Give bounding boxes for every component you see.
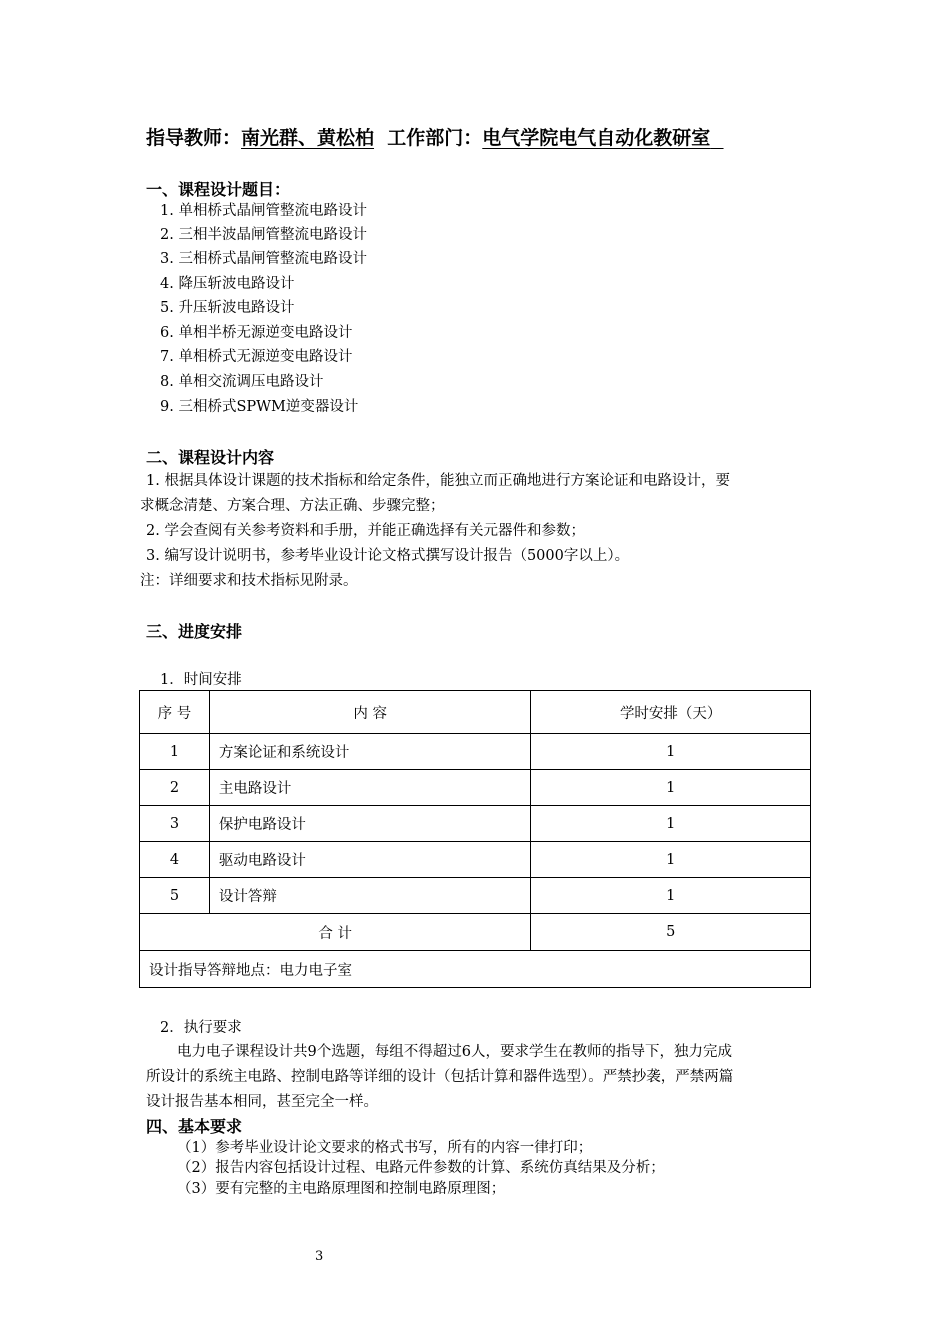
table-row (140, 734, 811, 770)
row-seq: 1 (140, 734, 210, 770)
content-note: 注：详细要求和技术指标见附录。 (140, 573, 358, 589)
row-content: 保护电路设计 (209, 806, 530, 842)
content-item-1-line2: 求概念清楚、方案合理、方法正确、步骤完整； (140, 498, 445, 514)
topic-item: 3. 三相桥式晶闸管整流电路设计 (160, 251, 367, 267)
requirement-item: （1）参考毕业设计论文要求的格式书写，所有的内容一律打印； (177, 1140, 593, 1156)
row-content: 主电路设计 (209, 770, 530, 806)
content-item-3: 3. 编写设计说明书，参考毕业设计论文格式撰写设计报告（5000字以上）。 (146, 548, 630, 564)
table-row (140, 806, 811, 842)
topic-item: 2. 三相半波晶闸管整流电路设计 (160, 227, 367, 243)
header-seq: 序 号 (140, 691, 210, 734)
topic-item: 7. 单相桥式无源逆变电路设计 (160, 349, 353, 365)
topic-item: 8. 单相交流调压电路设计 (160, 374, 324, 390)
section4-title: 四、基本要求 (146, 1117, 243, 1136)
topic-item: 5. 升压斩波电路设计 (160, 300, 295, 316)
header-content: 内 容 (209, 691, 530, 734)
table-location-row (140, 951, 811, 988)
defense-location: 设计指导答辩地点：电力电子室 (140, 951, 811, 988)
requirement-item: （2）报告内容包括设计过程、电路元件参数的计算、系统仿真结果及分析； (177, 1160, 665, 1176)
row-seq: 4 (140, 842, 210, 878)
row-seq: 5 (140, 878, 210, 914)
total-value: 5 (531, 914, 811, 951)
row-content: 设计答辩 (209, 878, 530, 914)
table-row (140, 770, 811, 806)
section1-title: 一、课程设计题目： (146, 180, 291, 199)
row-days: 1 (531, 806, 811, 842)
page-number: 3 (315, 1249, 324, 1264)
topic-item: 6. 单相半桥无源逆变电路设计 (160, 325, 353, 341)
topic-item: 4. 降压斩波电路设计 (160, 276, 295, 292)
section3-title: 三、进度安排 (146, 622, 243, 641)
execution-line-2: 所设计的系统主电路、控制电路等详细的设计（包括计算和器件选型）。严禁抄袭，严禁两篇 (146, 1069, 734, 1085)
table-total-row (140, 914, 811, 951)
row-seq: 2 (140, 770, 210, 806)
topic-item: 1. 单相桥式晶闸管整流电路设计 (160, 203, 367, 219)
time-schedule-subtitle: 1．时间安排 (160, 672, 242, 688)
content-item-1-line1: 1. 根据具体设计课题的技术指标和给定条件，能独立而正确地进行方案论证和电路设计，要 (146, 473, 730, 489)
department-name: 电气学院电气自动化教研室 (482, 127, 711, 149)
table-row (140, 842, 811, 878)
topic-item: 9. 三相桥式SPWM逆变器设计 (160, 399, 359, 415)
header-line (146, 123, 724, 150)
row-days: 1 (531, 734, 811, 770)
requirement-item: （3）要有完整的主电路原理图和控制电路原理图； (177, 1181, 506, 1197)
department-label: 工作部门： (387, 127, 483, 149)
row-content: 方案论证和系统设计 (209, 734, 530, 770)
row-seq: 3 (140, 806, 210, 842)
execution-line-1: 电力电子课程设计共9个选题，每组不得超过6人，要求学生在教师的指导下，独力完成 (177, 1044, 732, 1060)
execution-line-3: 设计报告基本相同，甚至完全一样。 (146, 1094, 378, 1110)
total-label: 合 计 (140, 914, 531, 951)
table-header-row (140, 691, 811, 734)
row-days: 1 (531, 878, 811, 914)
header-days: 学时安排（天） (531, 691, 811, 734)
supervisor-label: 指导教师： (146, 127, 242, 149)
row-days: 1 (531, 770, 811, 806)
row-content: 驱动电路设计 (209, 842, 530, 878)
execution-subtitle: 2．执行要求 (160, 1020, 242, 1036)
supervisor-names: 南光群、黄松柏 (241, 127, 375, 149)
content-item-2: 2. 学会查阅有关参考资料和手册，并能正确选择有关元器件和参数； (146, 523, 585, 539)
section2-title: 二、课程设计内容 (146, 448, 275, 467)
schedule-table (139, 690, 811, 988)
row-days: 1 (531, 842, 811, 878)
table-row (140, 878, 811, 914)
